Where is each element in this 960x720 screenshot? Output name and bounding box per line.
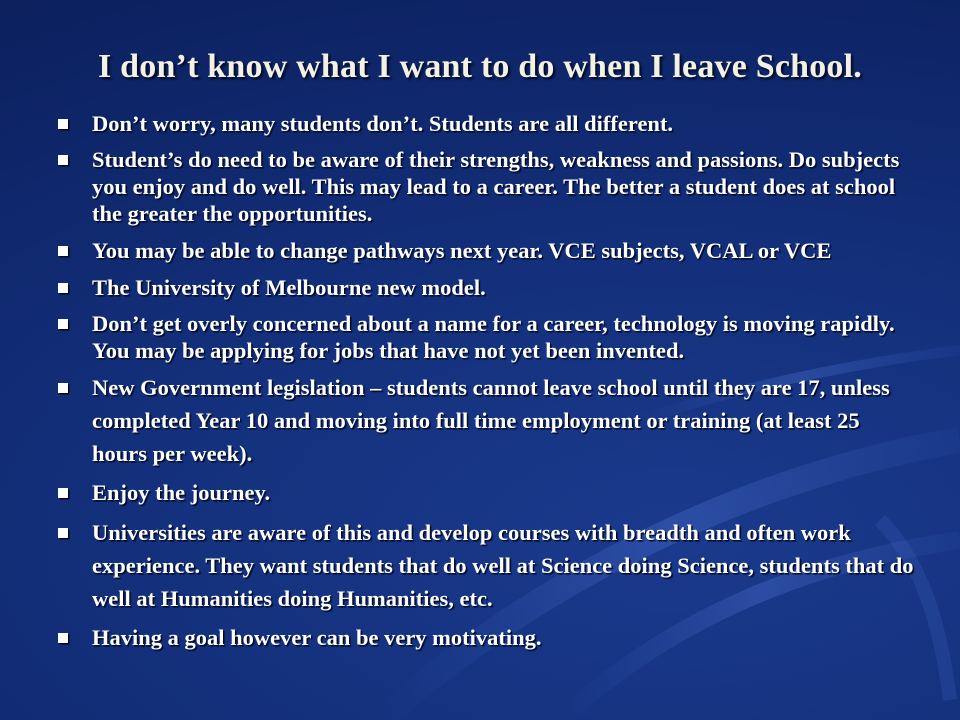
square-bullet-icon [58, 383, 68, 393]
bullet-text: Don’t worry, many students don’t. Students are all different. [92, 111, 674, 136]
bullet-text: Having a goal however can be very motivating. [92, 625, 542, 650]
square-bullet-icon [58, 155, 68, 165]
bullet-item [56, 146, 916, 227]
bullet-text: New Government legislation – students cannot leave school until they are 17, unless completed Year 10 and moving into full time employment or training (at least 25 hours per week). [92, 375, 890, 466]
bullet-item [56, 110, 916, 137]
bullet-item [56, 371, 916, 470]
bullet-item [56, 476, 916, 509]
bullet-item [56, 310, 916, 364]
bullet-item [56, 237, 916, 264]
bullet-text: Universities are aware of this and develop courses with breadth and often work experience. They want students that do well at Science doing Science, students that do well at Humanities doing Humanities, etc. [92, 520, 914, 611]
bullet-list [56, 110, 916, 654]
bullet-text: The University of Melbourne new model. [92, 275, 486, 300]
square-bullet-icon [58, 246, 68, 256]
bullet-text: Student’s do need to be aware of their strengths, weakness and passions. Do subjects you enjoy and do well. This may lead to a career. The better a student does at school the greater the opportunities. [92, 147, 900, 226]
bullet-text: You may be able to change pathways next year. VCE subjects, VCAL or VCE [92, 238, 832, 263]
square-bullet-icon [58, 283, 68, 293]
square-bullet-icon [58, 488, 68, 498]
bullet-item [56, 516, 916, 615]
bullet-item [56, 274, 916, 301]
bullet-text: Don’t get overly concerned about a name for a career, technology is moving rapidly. You may be applying for jobs that have not yet been invented. [92, 311, 895, 363]
square-bullet-icon [58, 528, 68, 538]
square-bullet-icon [58, 633, 68, 643]
bullet-item [56, 621, 916, 654]
bullet-text: Enjoy the journey. [92, 480, 271, 505]
square-bullet-icon [58, 119, 68, 129]
slide-title: I don’t know what I want to do when I leave School. [98, 48, 862, 85]
square-bullet-icon [58, 319, 68, 329]
